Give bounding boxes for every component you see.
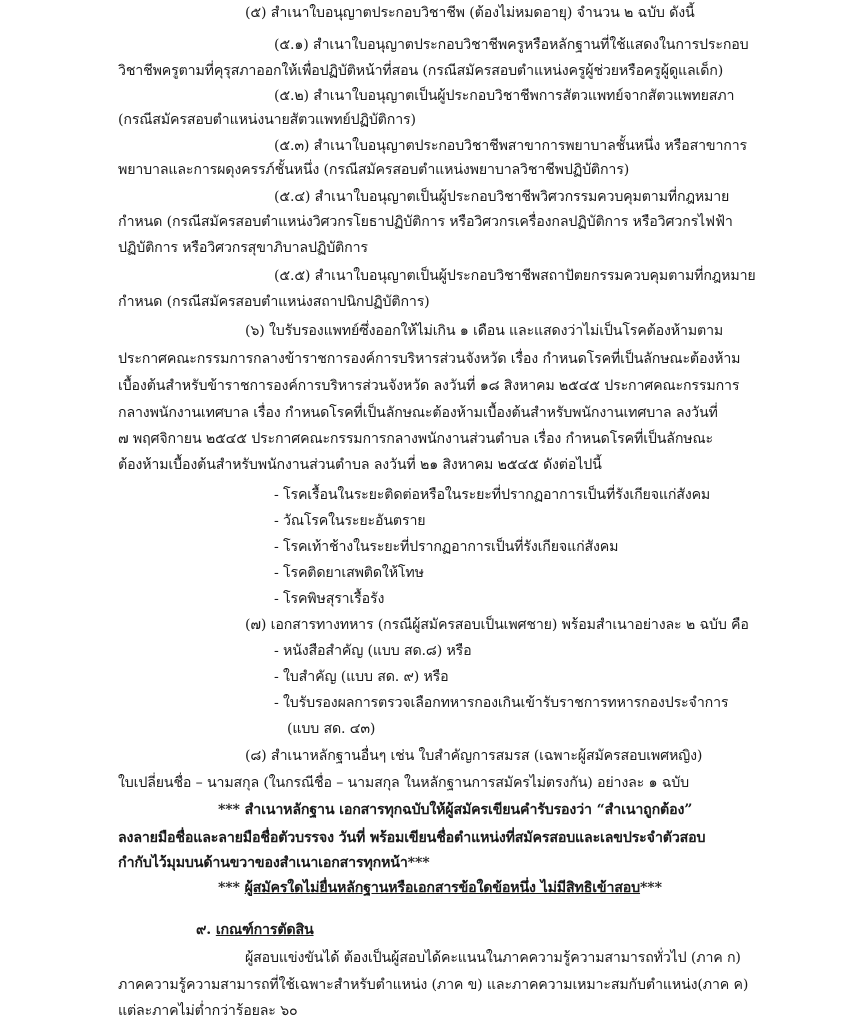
disease-item-3: - โรคเท้าช้างในระยะที่ปรากฏอาการเป็นที่รังเกียจแก่สังคม [274,539,619,555]
disease-item-5: - โรคพิษสุราเรื้อรัง [274,591,385,607]
section-9-number: ๙. [196,922,212,938]
section-9-heading [196,920,314,940]
warning-text: ผู้สมัครใดไม่ยื่นหลักฐานหรือเอกสารข้อใดข้อหนึ่ง ไม่มีสิทธิเข้าสอบ [244,880,641,896]
item-5-4-line-3: ปฏิบัติการ หรือวิศวกรสุขาภิบาลปฏิบัติการ [118,240,368,256]
eligibility-warning [218,878,662,898]
item-5-1-line-1: (๕.๑) สำเนาใบอนุญาตประกอบวิชาชีพครูหรือหลักฐานที่ใช้แสดงในการประกอบ [274,37,749,53]
disease-item-1: - โรคเรื้อนในระยะติดต่อหรือในระยะที่ปรากฏอาการเป็นที่รังเกียจแก่สังคม [274,487,711,503]
section-9-line-3: แต่ละภาคไม่ต่ำกว่าร้อยละ ๖๐ [118,1003,298,1019]
item-7-doc-1: - หนังสือสำคัญ (แบบ สด.๘) หรือ [274,643,472,659]
item-5-heading: (๕) สำเนาใบอนุญาตประกอบวิชาชีพ (ต้องไม่หมดอายุ) จำนวน ๒ ฉบับ ดังนี้ [245,5,695,21]
section-9-title: เกณฑ์การตัดสิน [215,922,314,938]
item-7-doc-2: - ใบสำคัญ (แบบ สด. ๙) หรือ [274,669,449,685]
item-8-line-1: (๘) สำเนาหลักฐานอื่นๆ เช่น ใบสำคัญการสมรส (เฉพาะผู้สมัครสอบเพศหญิง) [245,748,703,764]
item-8-line-2: ใบเปลี่ยนชื่อ – นามสกุล (ในกรณีชื่อ – นามสกุล ในหลักฐานการสมัครไม่ตรงกัน) อย่างละ ๑ ฉบับ [118,775,689,791]
section-9-line-2: ภาคความรู้ความสามารถที่ใช้เฉพาะสำหรับตำแหน่ง (ภาค ข) และภาคความเหมาะสมกับตำแหน่ง(ภาค ค) [118,977,749,993]
item-7-heading: (๗) เอกสารทางทหาร (กรณีผู้สมัครสอบเป็นเพศชาย) พร้อมสำเนาอย่างละ ๒ ฉบับ คือ [245,617,749,633]
certification-note-line-2: ลงลายมือชื่อและลายมือชื่อตัวบรรจง วันที่ พร้อมเขียนชื่อตำแหน่งที่สมัครสอบและเลขประจำตัวสอบ [118,830,706,846]
warning-suffix: *** [640,880,662,896]
item-6-line-1: (๖) ใบรับรองแพทย์ซึ่งออกให้ไม่เกิน ๑ เดือน และแสดงว่าไม่เป็นโรคต้องห้ามตาม [245,323,724,339]
item-6-line-6: ต้องห้ามเบื้องต้นสำหรับพนักงานส่วนตำบล ลงวันที่ ๒๑ สิงหาคม ๒๕๔๕ ดังต่อไปนี้ [118,457,602,473]
item-5-2-line-1: (๕.๒) สำเนาใบอนุญาตเป็นผู้ประกอบวิชาชีพการสัตวแพทย์จากสัตวแพทยสภา [274,88,735,104]
item-5-3-line-1: (๕.๓) สำเนาใบอนุญาตประกอบวิชาชีพสาขาการพยาบาลชั้นหนึ่ง หรือสาขาการ [274,138,747,154]
item-5-1-line-2: วิชาชีพครูตามที่คุรุสภาออกให้เพื่อปฏิบัติหน้าที่สอน (กรณีสมัครสอบตำแหน่งครูผู้ช่วยหรือครูผู้ดูแลเด็ก) [118,63,724,79]
item-5-3-line-2: พยาบาลและการผดุงครรภ์ชั้นหนึ่ง (กรณีสมัครสอบตำแหน่งพยาบาลวิชาชีพปฏิบัติการ) [118,162,630,178]
item-6-line-4: กลางพนักงานเทศบาล เรื่อง กำหนดโรคที่เป็นลักษณะต้องห้ามเบื้องต้นสำหรับพนักงานเทศบาล ลงวันที่ [118,405,718,421]
item-6-line-3: เบื้องต้นสำหรับข้าราชการองค์การบริหารส่วนจังหวัด ลงวันที่ ๑๘ สิงหาคม ๒๕๔๕ ประกาศคณะกรรมการ [118,378,740,394]
disease-item-2: - วัณโรคในระยะอันตราย [274,513,426,529]
certification-note-line-1: *** สำเนาหลักฐาน เอกสารทุกฉบับให้ผู้สมัครเขียนคำรับรองว่า “สำเนาถูกต้อง” [218,802,693,818]
item-5-2-line-2: (กรณีสมัครสอบตำแหน่งนายสัตวแพทย์ปฏิบัติการ) [118,112,416,128]
item-5-4-line-1: (๕.๔) สำเนาใบอนุญาตเป็นผู้ประกอบวิชาชีพวิศวกรรมควบคุมตามที่กฎหมาย [274,189,730,205]
item-6-line-2: ประกาศคณะกรรมการกลางข้าราชการองค์การบริหารส่วนจังหวัด เรื่อง กำหนดโรคที่เป็นลักษณะต้องห้าม [118,351,741,367]
item-5-5-line-2: กำหนด (กรณีสมัครสอบตำแหน่งสถาปนิกปฏิบัติการ) [118,294,430,310]
item-6-line-5: ๗ พฤศจิกายน ๒๕๔๕ ประกาศคณะกรรมการกลางพนักงานส่วนตำบล เรื่อง กำหนดโรคที่เป็นลักษณะ [118,431,713,447]
warning-prefix: *** [218,880,240,896]
item-7-doc-3-line-2: (แบบ สด. ๔๓) [287,721,376,737]
certification-note-line-3: กำกับไว้มุมบนด้านขวาของสำเนาเอกสารทุกหน้า*** [118,855,430,871]
item-5-5-line-1: (๕.๕) สำเนาใบอนุญาตเป็นผู้ประกอบวิชาชีพสถาปัตยกรรมควบคุมตามที่กฎหมาย [274,268,756,284]
item-7-doc-3-line-1: - ใบรับรองผลการตรวจเลือกทหารกองเกินเข้ารับราชการทหารกองประจำการ [274,695,729,711]
item-5-4-line-2: กำหนด (กรณีสมัครสอบตำแหน่งวิศวกรโยธาปฏิบัติการ หรือวิศวกรเครื่องกลปฏิบัติการ หรือวิศวกรไฟฟ้า [118,214,733,230]
disease-item-4: - โรคติดยาเสพติดให้โทษ [274,565,424,581]
section-9-line-1: ผู้สอบแข่งขันได้ ต้องเป็นผู้สอบได้คะแนนในภาคความรู้ความสามารถทั่วไป (ภาค ก) [245,950,741,966]
